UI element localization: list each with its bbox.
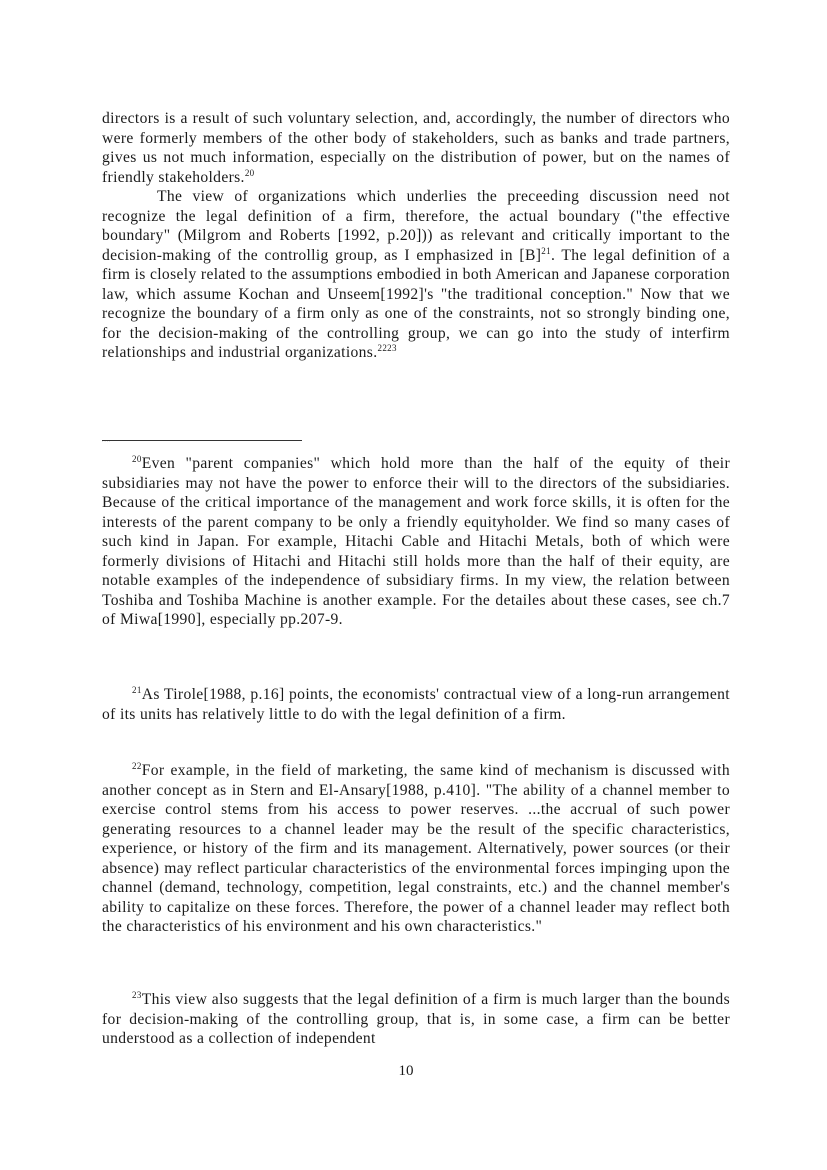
footnote-text: For example, in the field of marketing, the same kind of mechanism is discussed with another concept as in Stern and El-Ansary[1988, p.410]. "The ability of a channel member to exercise control stems from his access to power reserves. ...the accrual of such power generating resources to a channel leader may be the result of the specific characteristics, experience, or history of the firm and its management. Alternatively, power sources (or their absence) may reflect particular characteristics of the environmental forces impinging upon the channel (demand, technology, competition, legal constraints, etc.) and the channel member's ability to capitalize on these forces. Therefore, the power of a channel leader may reflect both the characteristics of his environment and his own characteristics." xyxy=(102,762,730,935)
page-number: 10 xyxy=(398,1063,414,1079)
footnote-ref-20: 20 xyxy=(244,167,255,178)
body-paragraph-2 xyxy=(102,187,730,363)
paragraph-text: directors is a result of such voluntary selection, and, accordingly, the number of directors who were formerly members of the other body of stakeholders, such as banks and trade partners, gives us not much information, especially on the distribution of power, but on the names of friendly stakeholders. xyxy=(102,110,730,186)
footnote-ref-22-23: 2223 xyxy=(377,342,397,353)
footnote-text: As Tirole[1988, p.16] points, the economists' contractual view of a long-run arrangement of its units has relatively little to do with the legal definition of a firm. xyxy=(102,686,730,723)
footnote-separator xyxy=(102,439,302,444)
separator-dots: · · · · xyxy=(102,439,111,444)
footnote-21 xyxy=(102,685,730,724)
footnote-text: This view also suggests that the legal definition of a firm is much larger than the bounds for decision-making of the controlling group, that is, in some case, a firm can be better understood as a collection of independent xyxy=(102,991,730,1047)
body-paragraph-1 xyxy=(102,109,730,187)
footnote-number: 20 xyxy=(132,453,142,464)
main-body xyxy=(102,109,730,363)
footnote-text: Even "parent companies" which hold more than the half of the equity of their subsidiaries may not have the power to enforce their will to the directors of the subsidiaries. Because of the critical importance of the management and work force skills, it is often for the interests of the parent company to be only a friendly equityholder. We find so many cases of such kind in Japan. For example, Hitachi Cable and Hitachi Metals, both of which were formerly divisions of Hitachi and Hitachi still holds more than the half of their equity, are notable examples of the independence of subsidiary firms. In my view, the relation between Toshiba and Toshiba Machine is another example. For the detailes about these cases, see ch.7 of Miwa[1990], especially pp.207-9. xyxy=(102,455,730,628)
paragraph-text: . The legal definition of a firm is closely related to the assumptions embodied in both American and Japanese corporation law, which assume Kochan and Unseem[1992]'s "the traditional conception." Now that we recognize the boundary of a firm only as one of the constraints, not so strongly binding one, for the decision-making of the controlling group, we can go into the study of interfirm relationships and industrial organizations. xyxy=(102,246,730,361)
footnote-20 xyxy=(102,454,730,630)
footnote-number: 22 xyxy=(132,760,142,771)
footnote-ref-21: 21 xyxy=(541,245,551,256)
footnote-number: 23 xyxy=(132,989,142,1000)
footnote-22 xyxy=(102,761,730,937)
footnote-23 xyxy=(102,990,730,1049)
footnote-number: 21 xyxy=(132,684,142,695)
paragraph-text: The view of organizations which underlies the preceeding discussion need not recognize the legal definition of a firm, therefore, the actual boundary ("the effective boundary" (Milgrom and Roberts [1992, p.20])) as relevant and critically important to the decision-making of the controllig group, as I emphasized in [B] xyxy=(102,188,730,264)
